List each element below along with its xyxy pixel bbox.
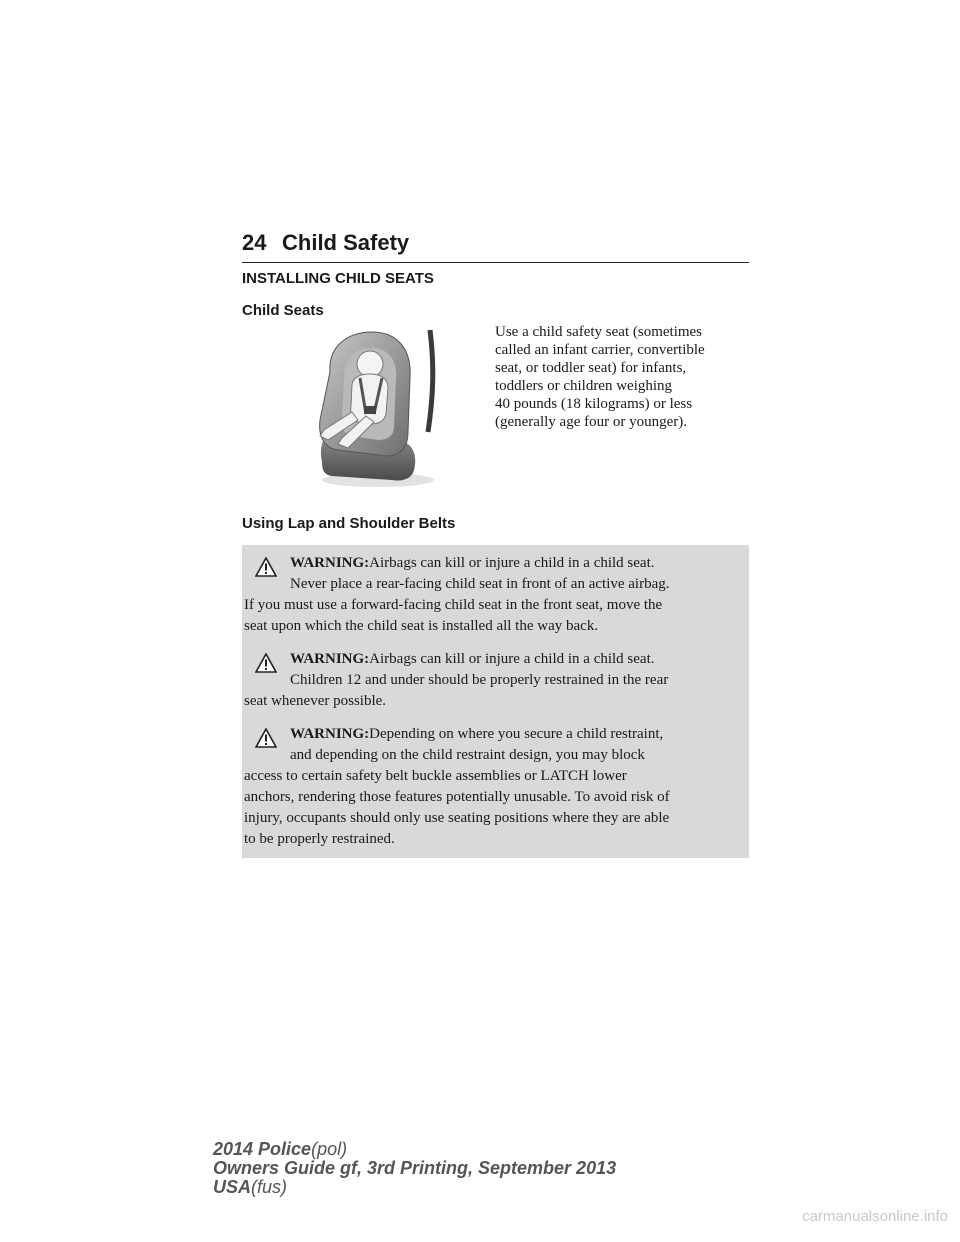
page-number: 24: [242, 230, 267, 255]
warning-triangle-icon: [255, 557, 277, 577]
print-footer: [213, 1140, 616, 1197]
warning-text: injury, occupants should only use seating positions where they are able: [244, 810, 670, 826]
page-header: [242, 228, 749, 263]
intro-line: 40 pounds (18 kilograms) or less: [495, 396, 693, 412]
child-safety-seat-illustration: [308, 322, 436, 490]
warning-text: Depending on where you secure a child restraint,: [369, 726, 664, 742]
warning-text: Airbags can kill or injure a child in a child seat.: [369, 555, 655, 571]
warning-triangle-icon: [255, 653, 277, 673]
warning-text: anchors, rendering those features potentially unusable. To avoid risk of: [244, 789, 670, 805]
footer-model: 2014 Police: [213, 1139, 312, 1159]
warning-box: [242, 716, 749, 858]
warning-label: WARNING:: [290, 555, 370, 571]
intro-line: called an infant carrier, convertible: [495, 342, 705, 358]
section-heading: INSTALLING CHILD SEATS: [242, 270, 434, 287]
warning-text: access to certain safety belt buckle assemblies or LATCH lower: [244, 768, 627, 784]
warning-text: seat upon which the child seat is installed all the way back.: [244, 618, 599, 634]
intro-line: Use a child safety seat (sometimes: [495, 324, 703, 340]
warning-label: WARNING:: [290, 726, 370, 742]
warning-label: WARNING:: [290, 651, 370, 667]
warning-text: seat whenever possible.: [244, 693, 387, 709]
footer-market-code: (fus): [251, 1177, 288, 1197]
intro-paragraph: [495, 323, 755, 431]
footer-market: USA: [213, 1177, 252, 1197]
warning-box: [242, 545, 749, 645]
warning-triangle-icon: [255, 728, 277, 748]
warning-text: Never place a rear-facing child seat in front of an active airbag.: [290, 576, 670, 592]
warning-text: and depending on the child restraint design, you may block: [290, 747, 645, 763]
subsection-lap-shoulder-belts: Using Lap and Shoulder Belts: [242, 515, 456, 532]
intro-line: toddlers or children weighing: [495, 378, 673, 394]
warning-text: Children 12 and under should be properly restrained in the rear: [290, 672, 669, 688]
intro-line: seat, or toddler seat) for infants,: [495, 360, 687, 376]
warning-text: If you must use a forward-facing child seat in the front seat, move the: [244, 597, 663, 613]
subsection-child-seats: Child Seats: [242, 302, 324, 319]
warning-text: Airbags can kill or injure a child in a child seat.: [369, 651, 655, 667]
warning-text: to be properly restrained.: [244, 831, 395, 847]
watermark: carmanualsonline.info: [802, 1208, 948, 1225]
footer-guide-info: Owners Guide gf, 3rd Printing, September 2013: [213, 1158, 617, 1178]
footer-model-code: (pol): [311, 1139, 348, 1159]
warning-box: [242, 641, 749, 720]
chapter-title: Child Safety: [282, 230, 410, 255]
intro-line: (generally age four or younger).: [495, 414, 687, 430]
